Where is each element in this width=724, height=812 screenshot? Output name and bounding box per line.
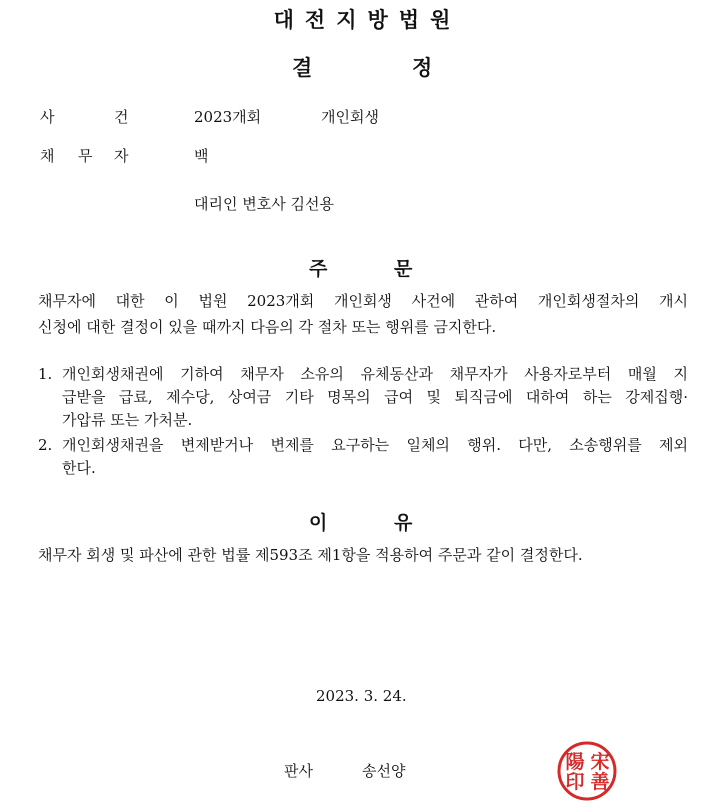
debtor-label: 채 무 자 [40,147,129,165]
order-intro-paragraph [38,288,688,340]
order-heading: 주 문 [309,258,413,280]
case-name: 개인회생 [321,108,379,126]
order-item-line: 가압류 또는 가처분. [62,411,193,429]
order-item-line: 개인회생채권에 기하여 채무자 소유의 유체동산과 채무자가 사용자로부터 매월 지 [62,365,688,383]
order-item-2 [38,434,688,480]
document-type-char: 결 [292,56,313,80]
order-item-number: 1. [38,365,53,383]
document-type-char: 정 [412,56,433,80]
judge-name: 송선양 [362,762,406,780]
order-item-line: 급받을 급료, 제수당, 상여금 기타 명목의 급여 및 퇴직금에 대하여 하는 강제집행· [62,388,688,406]
reason-text: 채무자 회생 및 파산에 관한 법률 제593조 제1항을 적용하여 주문과 같이 결정한다. [38,546,583,564]
case-number: 2023개회 [194,108,262,126]
debtor-name: 백 [194,147,209,165]
seal-char: 陽 [565,751,585,773]
agent-attorney: 대리인 변호사 김선용 [194,195,334,213]
order-item-line: 한다. [62,459,96,477]
seal-char: 善 [590,771,610,793]
decision-date: 2023. 3. 24. [316,687,407,705]
seal-char: 宋 [590,751,610,773]
order-item-line: 개인회생채권을 변제받거나 변제를 요구하는 일체의 행위. 다만, 소송행위를 제외 [62,436,688,454]
judge-title: 판사 [284,762,313,780]
order-intro-line: 채무자에 대한 이 법원 2023개회 개인회생 사건에 관하여 개인회생절차의 개시 [38,292,688,310]
court-name: 대전지방법원 [273,8,462,32]
judge-seal [556,740,618,802]
order-item-number: 2. [38,436,53,454]
case-label: 사 건 [40,108,129,126]
reason-heading: 이 유 [309,512,413,534]
seal-char: 印 [565,771,585,793]
order-item-1 [38,363,688,432]
order-intro-line: 신청에 대한 결정이 있을 때까지 다음의 각 절차 또는 행위를 금지한다. [38,318,497,336]
document-type-title [0,52,724,78]
